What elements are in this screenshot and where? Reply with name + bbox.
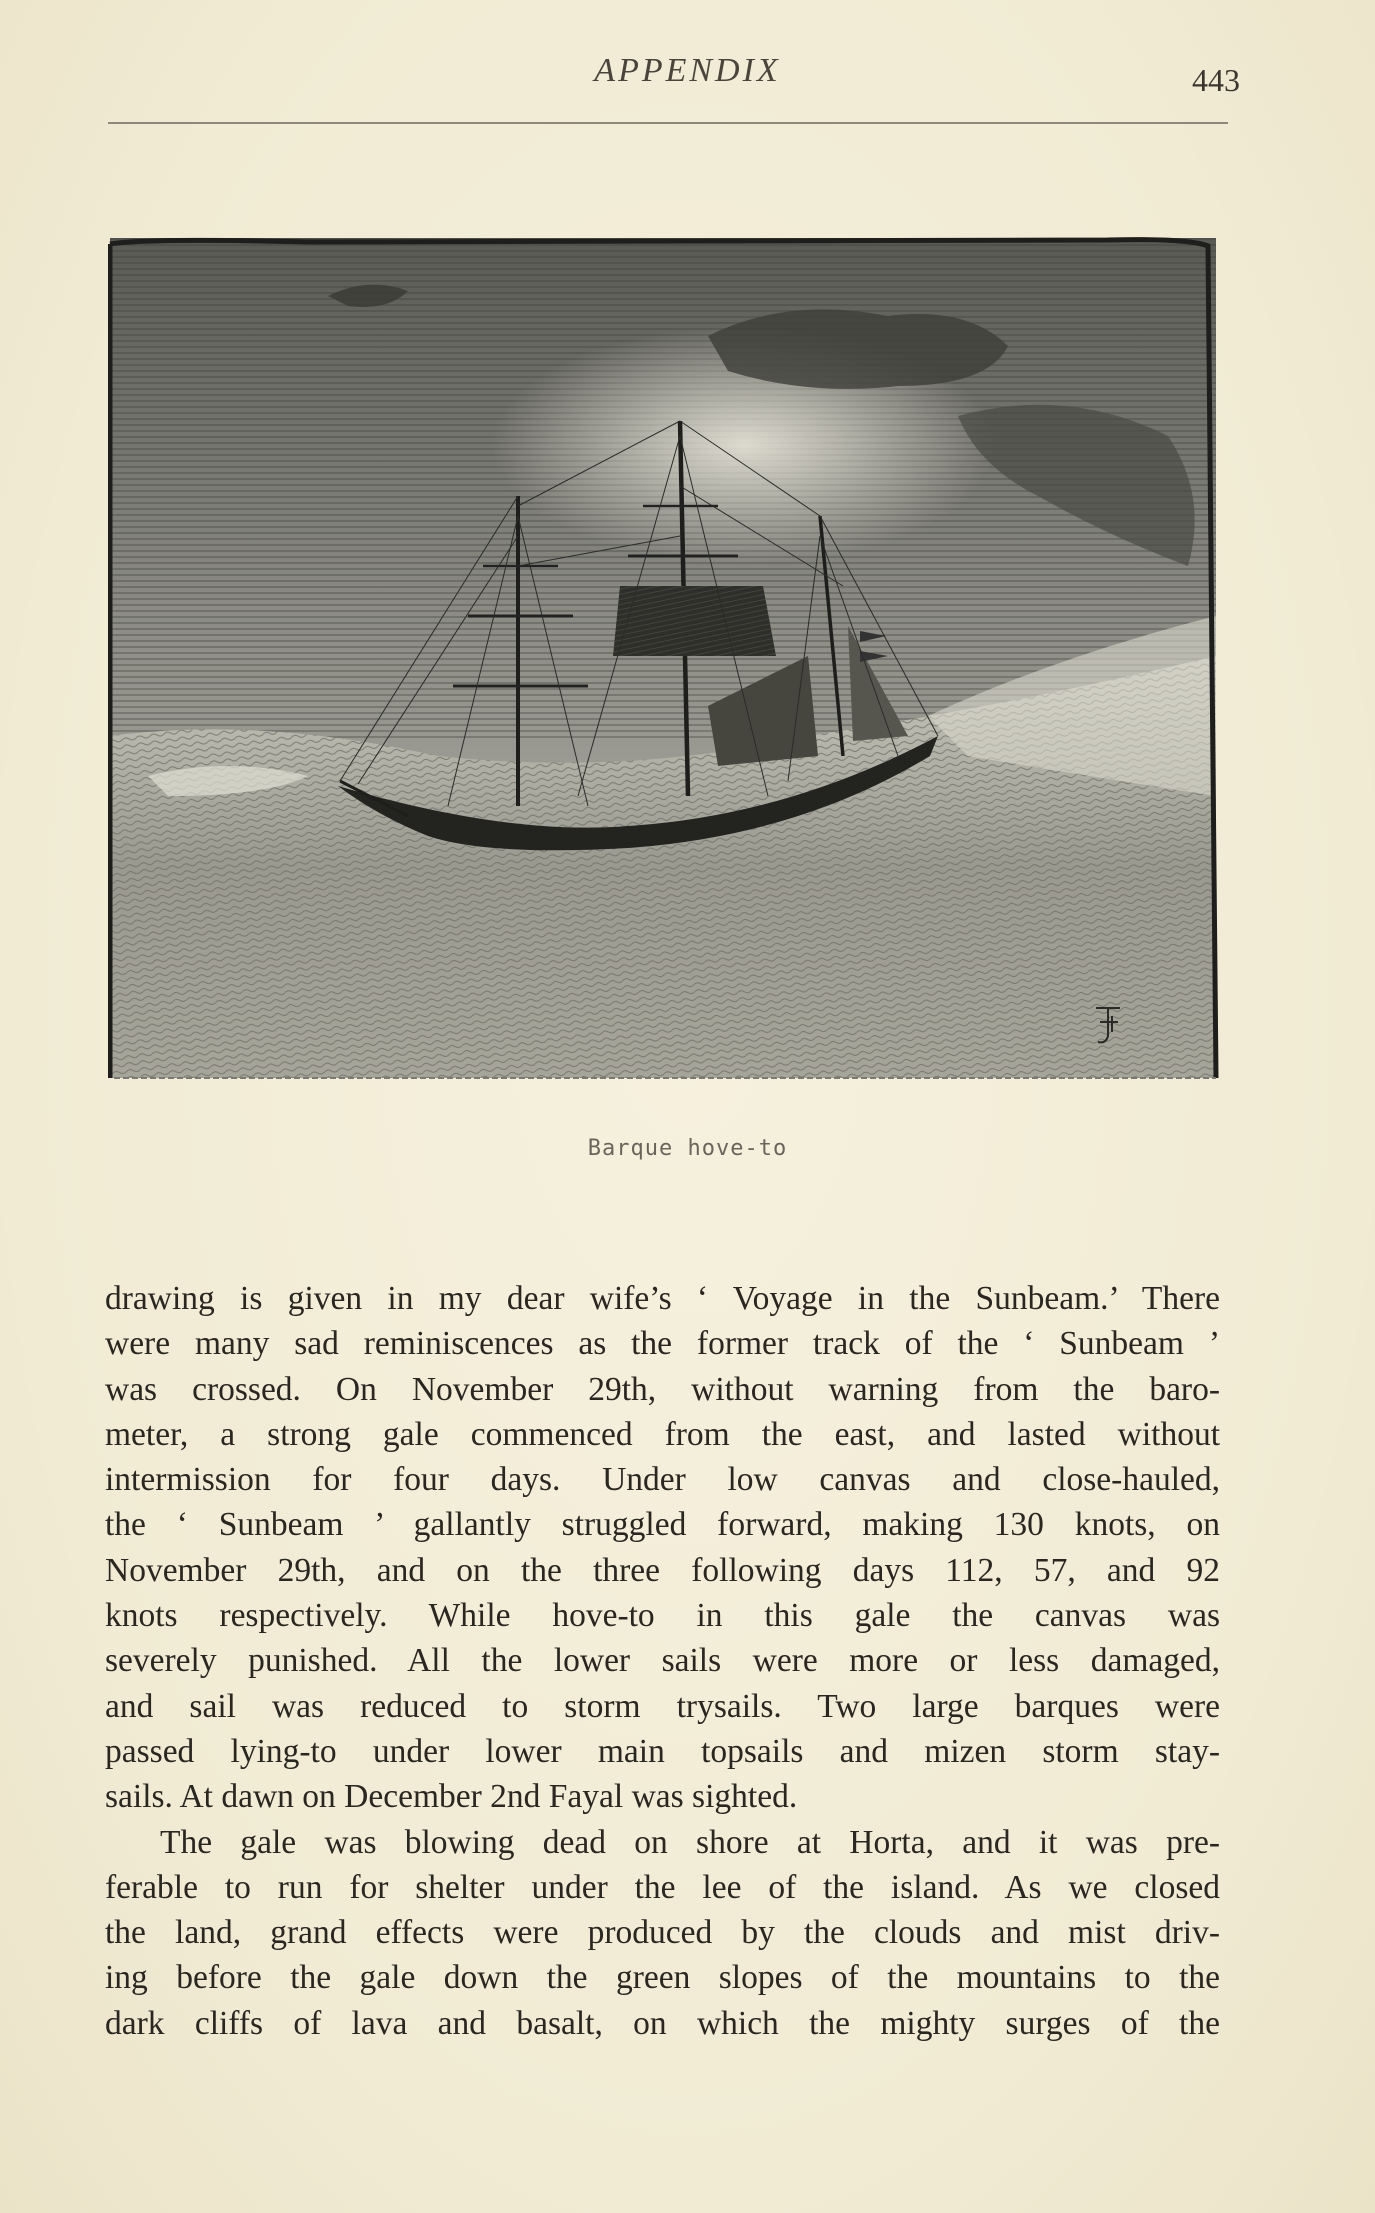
body-text [105, 1276, 1220, 2046]
text-line: sails. At dawn on December 2nd Fayal was sighted. [105, 1778, 798, 1816]
figure [108, 236, 1220, 1084]
figure-caption: Barque hove-to [587, 1136, 788, 1161]
text-line: ing before the gale down the green slopes of the mountains to the [105, 1959, 1220, 1997]
text-line: severely punished. All the lower sails were more or less damaged, [105, 1642, 1220, 1680]
text-line: intermission for four days. Under low canvas and close-hauled, [105, 1461, 1220, 1499]
text-line: November 29th, and on the three following days 112, 57, and 92 [105, 1551, 1220, 1589]
text-line: ferable to run for shelter under the lee of the island. As we closed [105, 1868, 1220, 1906]
text-line: dark cliffs of lava and basalt, on which the mighty surges of the [105, 2004, 1220, 2042]
text-line: and sail was reduced to storm trysails. Two large barques were [105, 1687, 1220, 1725]
text-line: The gale was blowing dead on shore at Horta, and it was pre- [160, 1823, 1220, 1861]
text-line: passed lying-to under lower main topsails and mizen storm stay- [105, 1732, 1220, 1770]
text-line: were many sad reminiscences as the former track of the ‘ Sunbeam ’ [105, 1325, 1220, 1363]
text-line: knots respectively. While hove-to in this gale the canvas was [105, 1597, 1220, 1635]
ship-engraving [108, 236, 1220, 1084]
text-line: was crossed. On November 29th, without warning from the baro- [105, 1370, 1220, 1408]
running-head: APPENDIX [594, 52, 781, 89]
text-line: the ‘ Sunbeam ’ gallantly struggled forward, making 130 knots, on [105, 1506, 1220, 1544]
text-line: meter, a strong gale commenced from the east, and lasted without [105, 1415, 1220, 1453]
text-line: the land, grand effects were produced by the clouds and mist driv- [105, 1914, 1220, 1952]
page-number: 443 [1192, 62, 1240, 98]
header-rule [108, 122, 1228, 124]
text-line: drawing is given in my dear wife’s ‘ Voyage in the Sunbeam.’ There [105, 1280, 1220, 1317]
